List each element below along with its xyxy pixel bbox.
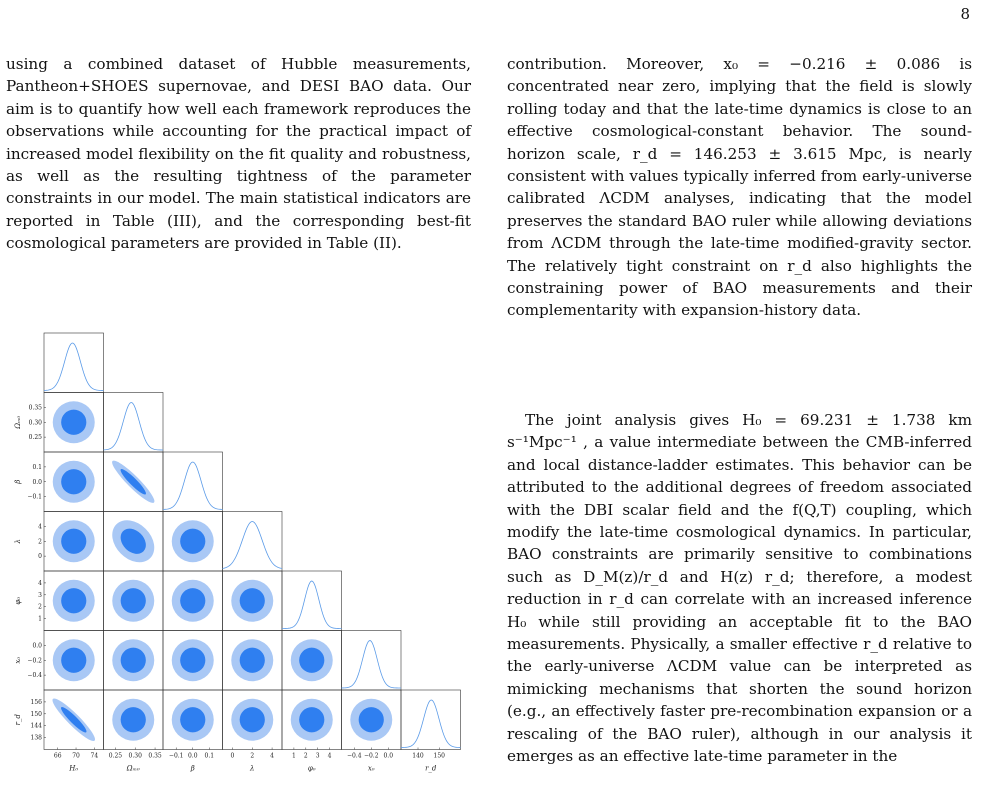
y-tick-label: −0.4 — [27, 672, 42, 680]
x-axis-label: β — [190, 764, 195, 773]
marginal-curve-λ — [223, 522, 283, 569]
y-axis-label: λ — [14, 539, 22, 544]
x-axis-label: H₀ — [69, 764, 79, 773]
right-paragraph-2: The joint analysis gives H₀ = 69.231 ± 1.738 km s⁻¹Mpc⁻¹ , a value intermediate between the CMB-inferred and local distance-ladder estimates. This behavior can be attributed to the additional degrees of freedom associated with the DBI scalar field and the f(Q,T) coupling, which modify the late-time cosmological dynamics. In particular, BAO constraints are primarily sensitive to combinations such as D_M(z)/r_d and H(z) r_d; therefore, a modest reduction in r_d can correlate with an increased inference H₀ while still providing an acceptable fit to the BAO measurements. Physically, a smaller effective r_d relative to the early-universe ΛCDM value can be interpreted as mimicking mechanisms that shorten the sound horizon (e.g., an effectively faster pre-recombination expansion or a rescaling of the BAO ruler), although in our analysis it emerges as an effective late-time parameter in the — [507, 411, 972, 766]
y-tick-label: −0.1 — [27, 493, 42, 501]
corner-plot-figure — [6, 331, 466, 776]
y-tick-label: 2 — [38, 538, 42, 546]
panel-frame — [282, 571, 342, 631]
marginal-curve-r_d — [401, 700, 461, 747]
x-tick-label: 3 — [315, 752, 320, 760]
y-tick-label: 150 — [30, 710, 42, 718]
x-tick-label: 140 — [412, 752, 424, 760]
marginal-curve-x₀ — [342, 641, 402, 688]
contour-φ₀-λ — [223, 571, 282, 630]
contour-φ₀-H₀ — [44, 571, 103, 630]
panel-frame — [401, 690, 461, 750]
right-column-bottom — [507, 409, 972, 768]
x-tick-label: 0.30 — [128, 752, 142, 760]
contour-λ-β — [163, 512, 222, 571]
contour-x₀-φ₀ — [282, 631, 341, 690]
y-tick-label: 0.25 — [28, 434, 42, 442]
x-tick-label: 0.35 — [148, 752, 162, 760]
y-tick-label: 156 — [30, 698, 42, 706]
x-tick-label: 4 — [327, 752, 332, 760]
panel-frame — [223, 512, 283, 572]
x-tick-label: −0.1 — [168, 752, 184, 760]
panel-frame — [44, 333, 104, 393]
x-tick-label: 0.25 — [108, 752, 123, 760]
contour-λ-Ωₘ₀ — [104, 512, 163, 571]
marginal-curve-β — [163, 462, 223, 509]
x-tick-label: 1 — [291, 752, 296, 760]
contour-x₀-Ωₘ₀ — [104, 631, 163, 690]
x-tick-label: 66 — [53, 752, 62, 760]
x-tick-label: 2 — [250, 752, 255, 760]
y-tick-label: 144 — [30, 722, 42, 730]
x-axis-label: φ₀ — [307, 764, 316, 773]
x-axis-label: λ — [250, 764, 255, 773]
marginal-curve-H₀ — [44, 343, 104, 390]
contour-φ₀-Ωₘ₀ — [104, 571, 163, 630]
y-tick-label: 138 — [30, 734, 42, 742]
y-axis-label: r_d — [14, 714, 22, 726]
x-tick-label: −0.4 — [346, 752, 362, 760]
x-axis-label: x₀ — [367, 764, 375, 773]
contour-x₀-β — [163, 631, 222, 690]
x-axis-label: r_d — [425, 764, 437, 773]
contour-r_d-x₀ — [342, 690, 401, 749]
contour-x₀-H₀ — [44, 631, 103, 690]
page-number: 8 — [960, 5, 970, 23]
x-tick-label: 2 — [303, 752, 308, 760]
x-tick-label: −0.2 — [363, 752, 379, 760]
left-paragraph: using a combined dataset of Hubble measurements, Pantheon+SHOES supernovae, and DESI BAO data. Our aim is to quantify how well each framework reproduces the observations while accounting for the practical impact of increased model flexibility on the fit quality and robustness, as well as the resulting tightness of the parameter constraints in our model. The main statistical indicators are reported in Table (III), and the corresponding best-fit cosmological parameters are provided in Table (II). — [6, 55, 471, 253]
x-tick-label: 74 — [90, 752, 99, 760]
y-tick-label: 0.30 — [28, 419, 42, 427]
y-tick-label: 0.35 — [28, 404, 42, 412]
x-tick-label: 4 — [270, 752, 274, 760]
x-tick-label: 0.0 — [383, 752, 394, 760]
y-tick-label: 3 — [38, 591, 42, 599]
y-axis-label: φ₀ — [14, 596, 22, 605]
contour-r_d-Ωₘ₀ — [104, 690, 163, 749]
contour-x₀-λ — [223, 631, 282, 690]
right-paragraph-1: contribution. Moreover, x₀ = −0.216 ± 0.086 is concentrated near zero, implying that the field is slowly rolling today and that the late-time dynamics is close to an effective cosmological-constant behavior. The sound-horizon scale, r_d = 146.253 ± 3.615 Mpc, is nearly consistent with values typically inferred from early-universe calibrated ΛCDM analyses, indicating that the model preserves the standard BAO ruler while allowing deviations from ΛCDM through the late-time modified-gravity sector. The relatively tight constraint on r_d also highlights the constraining power of BAO measurements and their complementarity with expansion-history data. — [507, 55, 972, 320]
panel-frame — [163, 452, 223, 512]
x-tick-label: 150 — [433, 752, 445, 760]
x-tick-label: 0 — [230, 752, 235, 760]
contour-β-H₀ — [44, 452, 103, 511]
y-tick-label: 0.0 — [32, 642, 42, 650]
contour-λ-H₀ — [44, 512, 103, 571]
contour-r_d-λ — [223, 690, 282, 749]
y-axis-label: β — [14, 479, 22, 484]
y-tick-label: 2 — [38, 603, 42, 611]
y-tick-label: 4 — [38, 523, 42, 531]
contour-r_d-β — [163, 690, 222, 749]
right-column-top — [507, 53, 972, 322]
contour-1sigma — [59, 705, 89, 735]
marginal-curve-Ωₘ₀ — [104, 403, 164, 450]
contour-Ωₘ₀-H₀ — [44, 393, 103, 452]
x-axis-label: Ωₘ₀ — [126, 764, 140, 773]
panel-frame — [104, 393, 164, 453]
contour-r_d-φ₀ — [282, 690, 341, 749]
y-axis-label: Ωₘ₀ — [14, 415, 22, 429]
contour-r_d-H₀ — [49, 695, 99, 745]
y-tick-label: 0.1 — [32, 463, 42, 471]
y-tick-label: 1 — [38, 615, 42, 623]
panel-frame — [342, 631, 402, 691]
x-tick-label: 0.0 — [187, 752, 198, 760]
y-tick-label: −0.2 — [27, 657, 42, 665]
x-tick-label: 70 — [72, 752, 80, 760]
y-tick-label: 4 — [38, 579, 42, 587]
y-tick-label: 0.0 — [32, 478, 42, 486]
marginal-curve-φ₀ — [282, 581, 342, 628]
contour-1sigma — [118, 467, 148, 497]
contour-φ₀-β — [163, 571, 222, 630]
x-tick-label: 0.1 — [204, 752, 215, 760]
y-axis-label: x₀ — [14, 656, 22, 664]
contour-β-Ωₘ₀ — [108, 457, 158, 507]
left-column — [6, 53, 471, 255]
y-tick-label: 0 — [38, 553, 42, 561]
